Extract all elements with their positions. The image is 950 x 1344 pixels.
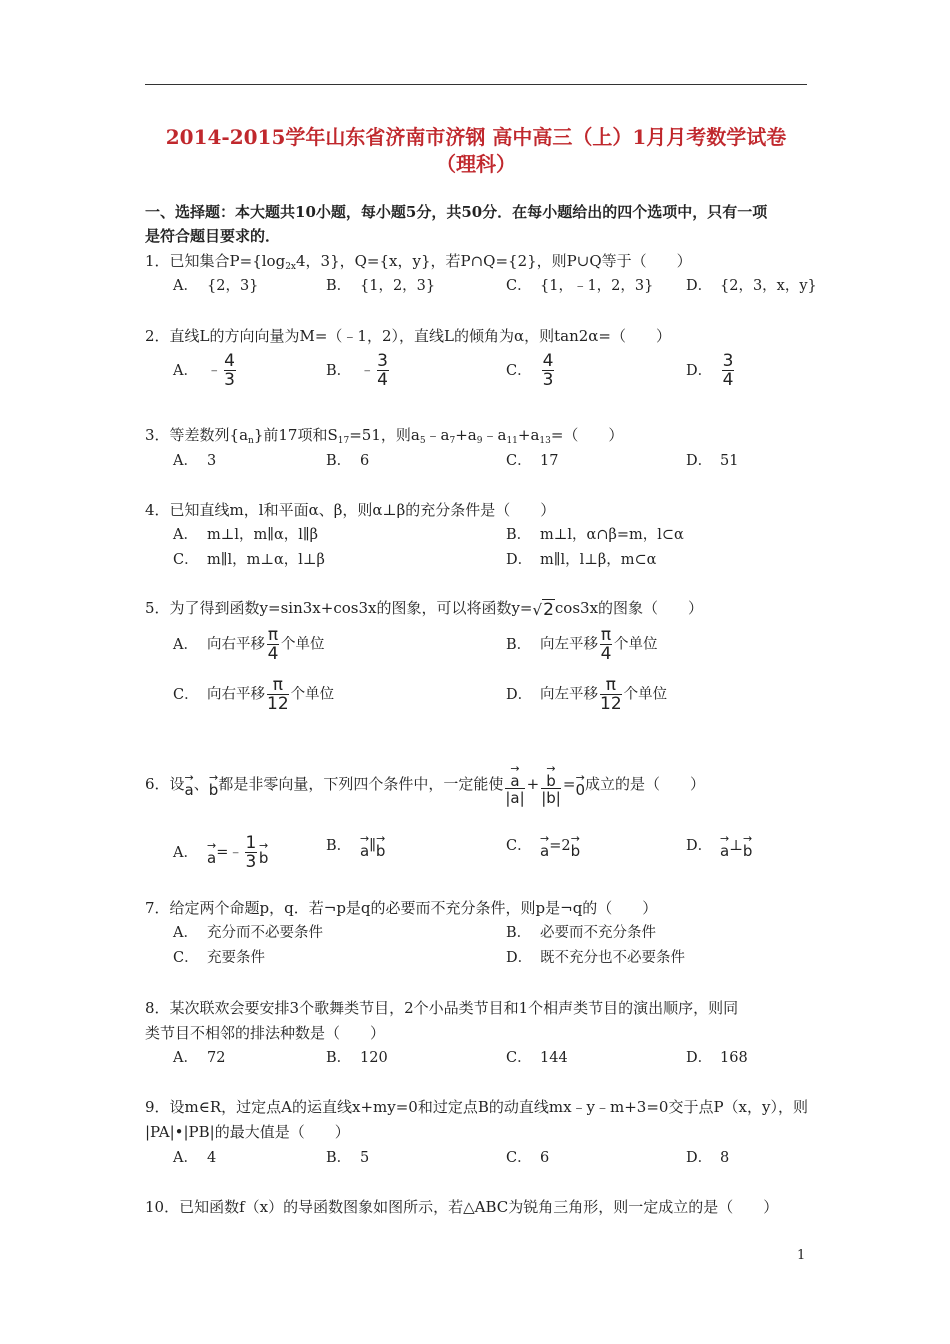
q6-option-b: B． → a ∥ → b	[326, 832, 386, 860]
title-line-2: （理科）	[436, 152, 516, 176]
question-1: 1．已知集合$P=\{\log_{2x}4$，3}，Q={x，y}，若P∩Q={2}，则P∪Q等于（ ）	[145, 252, 692, 272]
q7-option-a: A． 充分而不必要条件	[173, 925, 323, 941]
question-6: 6．设 → a 、 → b 都是非零向量，下列四个条件中，一定能使 → a |a| + → b |b| = → 0 成立的是（ ）	[145, 761, 705, 807]
question-5: 5．为了得到函数y=sin3x+cos3x的图象，可以将函数y= √ 2 cos3x的图象（ ）	[145, 599, 704, 620]
q2-option-b: B． ﹣ $\frac{3}{4}$	[326, 351, 388, 390]
q2-option-d: D． $\frac{3}{4}$	[686, 351, 734, 390]
q9-option-b: B． 5	[326, 1150, 370, 1166]
q4-option-a: A． m⊥l，m∥α，l∥β	[173, 527, 318, 543]
question-8-cont: 类节目不相邻的排法种数是（ ）	[145, 1024, 386, 1042]
q7-option-b: B． 必要而不充分条件	[506, 925, 656, 941]
page-number: 1	[797, 1248, 806, 1263]
question-7: 7．给定两个命题p，q．若¬p是q的必要而不充分条件，则p是¬q的（ ）	[145, 899, 658, 917]
q5-option-a: A． 向右平移 $\frac{\pi}{4}$ 个单位	[173, 625, 325, 664]
q7-option-d: D． 既不充分也不必要条件	[506, 950, 685, 966]
q5-option-b: B． 向左平移 $\frac{\pi}{4}$ 个单位	[506, 625, 658, 664]
q3-option-c: C． 17	[506, 453, 559, 469]
q8-option-d: D． 168	[686, 1050, 748, 1066]
q8-option-a: A． 72	[173, 1050, 226, 1066]
question-9-cont: |PA|•|PB|的最大值是（ ）	[145, 1123, 350, 1141]
q4-option-c: C． m∥l，m⊥α，l⊥β	[173, 552, 325, 568]
q3-option-b: B． 6	[326, 453, 370, 469]
q3-option-a: A． 3	[173, 453, 217, 469]
q6-option-c: C． → a =2 → b	[506, 832, 581, 860]
q7-option-c: C． 充要条件	[173, 950, 265, 966]
q6-option-d: D． → a ⊥ → b	[686, 832, 753, 860]
q8-option-c: C． 144	[506, 1050, 568, 1066]
header-rule	[145, 84, 807, 85]
q5-option-c: C． 向右平移 $\frac{\pi}{12}$ 个单位	[173, 675, 335, 714]
q4-option-b: B． m⊥l，α∩β=m，l⊂α	[506, 527, 684, 543]
question-2: 2．直线L的方向向量为M=（﹣1，2），直线L的倾角为α，则tan2α=（ ）	[145, 327, 671, 345]
q9-option-c: C． 6	[506, 1150, 550, 1166]
question-3: 3．等差数列$\{a_n\}$前17项和$S_{17}=51$，则$a_5﹣a_7+a_9﹣a_{11}+a_{13}=$（ ）	[145, 426, 624, 446]
question-4: 4．已知直线m，l和平面α、β，则α⊥β的充分条件是（ ）	[145, 501, 556, 519]
q1-option-a: A． {2，3}	[173, 278, 259, 294]
section-heading-cont: 是符合题目要求的．	[145, 227, 281, 245]
q9-option-a: A． 4	[173, 1150, 217, 1166]
q4-option-d: D． m∥l，l⊥β，m⊂α	[506, 552, 657, 568]
q5-option-d: D． 向左平移 $\frac{\pi}{12}$ 个单位	[506, 675, 668, 714]
q6-option-a: A． → a =﹣ $\frac{1}{3}$ → b	[173, 833, 269, 872]
page-title	[145, 124, 807, 178]
q3-option-d: D． 51	[686, 453, 739, 469]
section-heading: 一、选择题：本大题共10小题，每小题5分，共50分．在每小题给出的四个选项中，只有一项	[145, 203, 768, 221]
question-8: 8．某次联欢会要安排3个歌舞类节目，2个小品类节目和1个相声类节目的演出顺序，则同	[145, 999, 739, 1017]
title-line-1: 2014-2015学年山东省济南市济钢 高中高三（上）1月月考数学试卷	[165, 125, 787, 149]
q1-option-d: D． {2，3，x，y}	[686, 278, 817, 294]
question-10: 10．已知函数f（x）的导函数图象如图所示，若△ABC为锐角三角形，则一定成立的是（ ）	[145, 1198, 779, 1216]
question-9: 9．设m∈R，过定点A的运直线x+my=0和过定点B的动直线mx﹣y﹣m+3=0交于点P（x，y），则	[145, 1098, 808, 1116]
q2-option-a: A． ﹣ $\frac{4}{3}$	[173, 351, 235, 390]
q2-option-c: C． $\frac{4}{3}$	[506, 351, 554, 390]
q8-option-b: B． 120	[326, 1050, 388, 1066]
q1-option-c: C． {1，﹣1，2，3}	[506, 278, 654, 294]
q1-option-b: B． {1，2，3}	[326, 278, 436, 294]
sqrt-symbol: √ 2	[532, 599, 554, 620]
q9-option-d: D． 8	[686, 1150, 730, 1166]
